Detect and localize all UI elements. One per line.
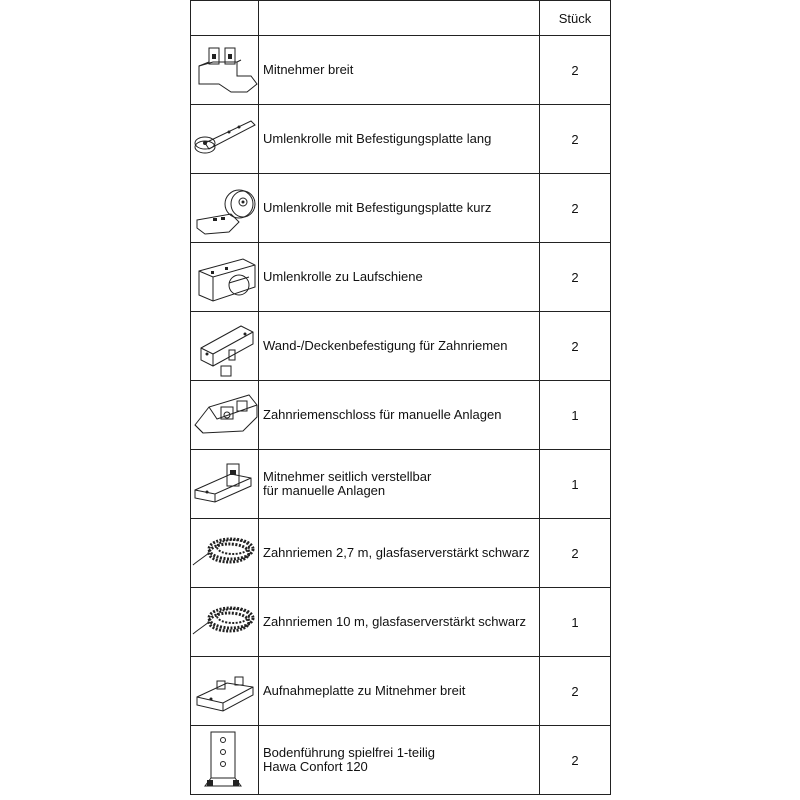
description-line: Zahnriemen 10 m, glasfaserverstärkt schwarz [263, 614, 526, 629]
description-line: Mitnehmer seitlich verstellbar [263, 469, 432, 484]
description-line: Mitnehmer breit [263, 62, 354, 77]
description-line: für manuelle Anlagen [263, 483, 386, 498]
part-image-cell [191, 657, 259, 726]
header-qty-label: Stück [540, 1, 611, 36]
part-image-cell [191, 381, 259, 450]
wall-ceiling-mount-icon [191, 312, 259, 380]
part-image-cell [191, 174, 259, 243]
part-image-cell [191, 726, 259, 795]
part-image-cell [191, 588, 259, 657]
table-row [191, 174, 611, 243]
part-description [259, 174, 540, 243]
table-row [191, 36, 611, 105]
mounting-plate-icon [191, 657, 259, 725]
description-line: Aufnahmeplatte zu Mitnehmer breit [263, 683, 466, 698]
description-line: Umlenkrolle mit Befestigungsplatte lang [263, 131, 492, 146]
pulley-track-icon [191, 243, 259, 311]
part-quantity: 2 [540, 657, 611, 726]
part-description [259, 588, 540, 657]
table-row [191, 243, 611, 312]
parts-table [190, 0, 611, 795]
floor-guide-icon [191, 726, 259, 794]
table-header-row [191, 1, 611, 36]
part-quantity: 2 [540, 105, 611, 174]
part-description [259, 657, 540, 726]
part-quantity: 2 [540, 726, 611, 795]
part-description [259, 36, 540, 105]
part-quantity: 2 [540, 243, 611, 312]
part-description [259, 312, 540, 381]
part-image-cell [191, 36, 259, 105]
description-line: Umlenkrolle mit Befestigungsplatte kurz [263, 200, 492, 215]
header-image-cell [191, 1, 259, 36]
part-description [259, 726, 540, 795]
table-row [191, 312, 611, 381]
part-quantity: 2 [540, 36, 611, 105]
description-line: Zahnriemenschloss für manuelle Anlagen [263, 407, 502, 422]
part-quantity: 1 [540, 588, 611, 657]
description-line: Umlenkrolle zu Laufschiene [263, 269, 423, 284]
part-description [259, 243, 540, 312]
part-description [259, 105, 540, 174]
part-quantity: 1 [540, 381, 611, 450]
description-line: Bodenführung spielfrei 1-teilig [263, 745, 435, 760]
toothed-belt-coil-icon [191, 588, 259, 656]
driver-wide-icon [191, 36, 259, 104]
driver-adjustable-icon [191, 450, 259, 518]
table-row [191, 519, 611, 588]
table-row [191, 588, 611, 657]
table-row [191, 657, 611, 726]
pulley-long-plate-icon [191, 105, 259, 173]
pulley-short-plate-icon [191, 174, 259, 242]
belt-lock-icon [191, 381, 259, 449]
part-quantity: 2 [540, 312, 611, 381]
table-row [191, 381, 611, 450]
part-image-cell [191, 450, 259, 519]
part-quantity: 2 [540, 519, 611, 588]
part-quantity: 2 [540, 174, 611, 243]
description-line: Wand-/Deckenbefestigung für Zahnriemen [263, 338, 508, 353]
toothed-belt-coil-icon [191, 519, 259, 587]
description-line: Zahnriemen 2,7 m, glasfaserverstärkt schwarz [263, 545, 530, 560]
header-description-cell [259, 1, 540, 36]
table-row [191, 450, 611, 519]
table-row [191, 726, 611, 795]
part-image-cell [191, 105, 259, 174]
part-image-cell [191, 312, 259, 381]
part-image-cell [191, 243, 259, 312]
part-image-cell [191, 519, 259, 588]
part-description [259, 381, 540, 450]
description-line: Hawa Confort 120 [263, 759, 368, 774]
table-row [191, 105, 611, 174]
part-description [259, 519, 540, 588]
part-description [259, 450, 540, 519]
part-quantity: 1 [540, 450, 611, 519]
